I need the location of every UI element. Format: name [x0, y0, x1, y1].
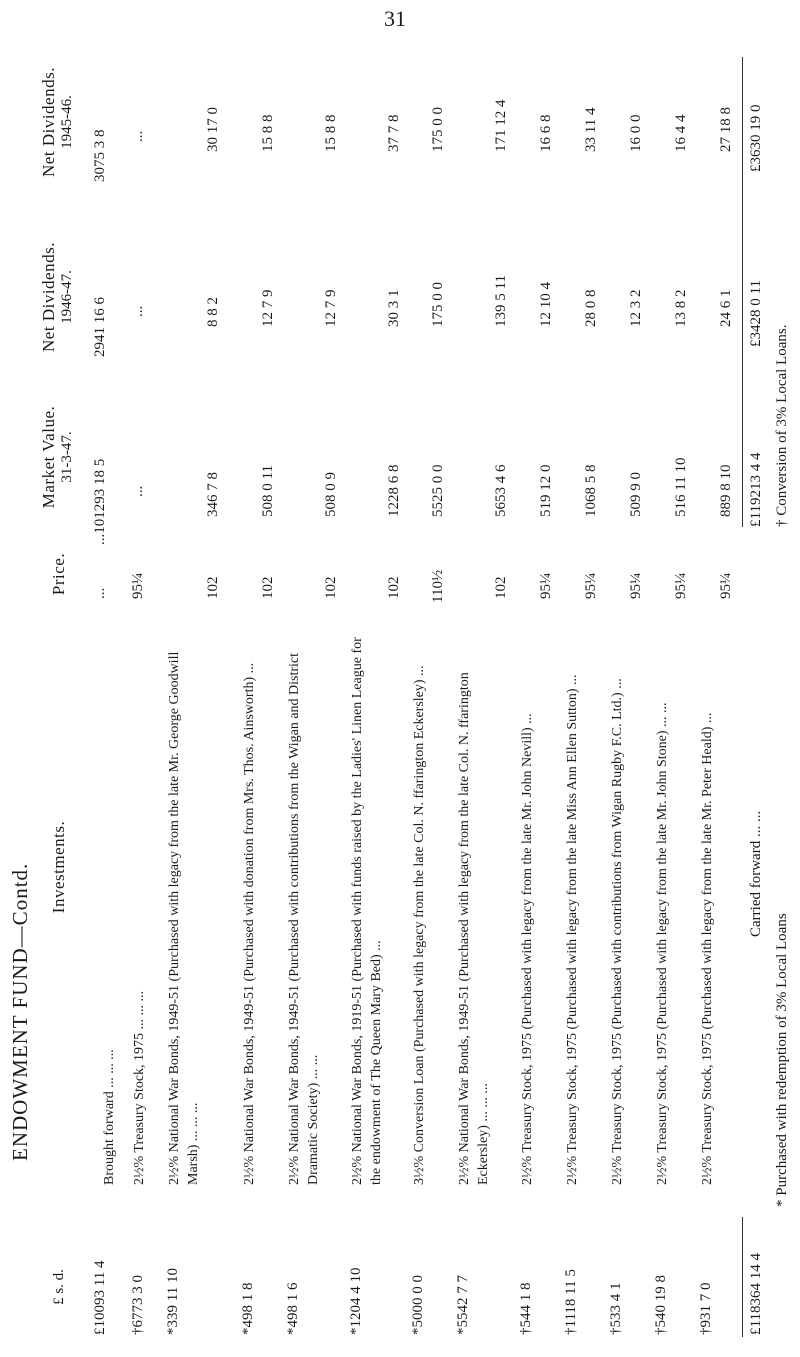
- amount-cell: *5000 0 0: [410, 1275, 426, 1335]
- header-market-value: [40, 387, 76, 527]
- market-value-cell: 346 7 8: [205, 472, 221, 517]
- table-row: [285, 0, 345, 1357]
- price-cell: ...: [92, 587, 108, 599]
- market-value-cell: 508 0 11: [260, 465, 276, 517]
- totals-row: [748, 0, 776, 1357]
- total-amount: £118364 14 4: [748, 1253, 764, 1335]
- dividend-1946-cell: 2941 16 6: [92, 297, 108, 357]
- description-cell: 2½% Treasury Stock, 1975 (Purchased with legacy from the late Mr. Peter Heald) ...: [700, 712, 715, 1185]
- description-cell: 3½% Conversion Loan (Purchased with legacy from the late Col. N. ffarington Eckersley) ...: [412, 665, 427, 1185]
- price-cell: 95¼: [673, 572, 689, 599]
- header-market-value-label: Market Value.: [39, 405, 58, 509]
- price-cell: 110½: [430, 569, 446, 603]
- description-cell: 2½% National War Bonds, 1949-51 (Purchased with contributions from the Wigan and District Dramatic Society) ... ...: [287, 652, 321, 1185]
- dividend-1946-cell: 12 10 4: [538, 282, 554, 327]
- total-market-value: £119213 4 4: [748, 452, 764, 527]
- dividend-1946-cell: 28 0 8: [583, 289, 599, 327]
- header-net-dividends-1946: [40, 227, 76, 367]
- table-row: [165, 0, 237, 1357]
- dividend-1945-cell: 37 7 8: [386, 114, 402, 152]
- header-net-dividends-1945: [40, 47, 76, 197]
- market-value-cell: 509 9 0: [628, 472, 644, 517]
- market-value-cell: 508 0 9: [323, 472, 339, 517]
- description-cell: 2½% Treasury Stock, 1975 ... ... ...: [132, 990, 147, 1185]
- dividend-1945-cell: 27 18 8: [718, 107, 734, 152]
- market-value-cell: ...: [130, 485, 146, 497]
- header-net-dividends-1945-year: 1945-46.: [59, 95, 75, 149]
- amount-cell: *1204 4 10: [348, 1267, 364, 1335]
- table-row: [240, 0, 282, 1357]
- market-value-cell: 5653 4 6: [493, 464, 509, 517]
- description-cell: 2½% Treasury Stock, 1975 (Purchased with legacy from the late Mr. John Stone) ... ...: [655, 702, 670, 1185]
- dividend-1946-cell: 139 5 11: [493, 275, 509, 327]
- market-value-cell: 1068 5 8: [583, 464, 599, 517]
- dividend-1945-cell: 171 12 4: [493, 99, 509, 152]
- header-investments: [50, 677, 69, 1057]
- table-row: [608, 0, 650, 1357]
- table-row: [518, 0, 560, 1357]
- amount-cell: £10093 11 4: [92, 1260, 108, 1335]
- amount-cell: †931 7 0: [698, 1282, 714, 1335]
- page-number: 31: [384, 6, 406, 31]
- header-price-label: Price.: [49, 552, 68, 596]
- price-cell: 102: [386, 576, 402, 599]
- market-value-cell: ...101293 18 5: [92, 458, 108, 545]
- footnote-dagger: † Conversion of 3% Local Loans.: [774, 324, 790, 527]
- market-value-cell: 516 11 10: [673, 457, 689, 517]
- description-cell: Brought forward ... ... ...: [102, 1049, 117, 1185]
- amount-cell: *498 1 8: [240, 1282, 256, 1335]
- dividend-1946-cell: 12 7 9: [260, 289, 276, 327]
- description-cell: 2½% National War Bonds, 1949-51 (Purchased with legacy from the late Mr. George Goodwill Marsh) ... ... ...: [167, 651, 201, 1185]
- dividend-1945-cell: 30 17 0: [205, 107, 221, 152]
- description-cell: 2½% National War Bonds, 1919-51 (Purchased with funds raised by the Ladies' Linen League for the endowment of The Queen Mary Bed) ...: [350, 637, 384, 1185]
- dividend-1945-cell: 16 4 4: [673, 114, 689, 152]
- running-title: ENDOWMENT FUND—Contd.: [8, 862, 32, 1161]
- table-row: [563, 0, 605, 1357]
- dividend-1946-cell: 24 6 1: [718, 289, 734, 327]
- total-rule-amount: [742, 1217, 743, 1337]
- dividend-1945-cell: 16 0 0: [628, 114, 644, 152]
- dividend-1945-cell: 3075 3 8: [92, 129, 108, 182]
- description-cell: 2½% Treasury Stock, 1975 (Purchased with legacy from the late Mr. John Nevill) ...: [520, 713, 535, 1185]
- amount-cell: †544 1 8: [518, 1282, 534, 1335]
- dividend-1945-cell: ...: [130, 130, 146, 142]
- header-net-dividends-1946-label: Net Dividends.: [39, 242, 58, 352]
- amount-cell: *339 11 10: [165, 1268, 181, 1335]
- price-cell: 102: [260, 576, 276, 599]
- description-cell: 2½% National War Bonds, 1949-51 (Purchased with donation from Mrs. Thos. Ainsworth) ...: [242, 662, 257, 1185]
- total-rule-values: [742, 57, 743, 527]
- table-row: [653, 0, 695, 1357]
- amount-cell: †533 4 1: [608, 1282, 624, 1335]
- dividend-1946-cell: 13 8 2: [673, 289, 689, 327]
- table-row: [348, 0, 408, 1357]
- price-cell: 95¼: [583, 572, 599, 599]
- dividend-1946-cell: 12 3 2: [628, 289, 644, 327]
- dividend-1945-cell: 15 8 8: [260, 114, 276, 152]
- dividend-1946-cell: 175 0 0: [430, 282, 446, 327]
- market-value-cell: 519 12 0: [538, 464, 554, 517]
- dividend-1946-cell: 12 7 9: [323, 289, 339, 327]
- description-cell: 2½% National War Bonds, 1949-51 (Purchased with legacy from the late Col. N. ffarington Eckersley) ... ... ...: [457, 672, 491, 1185]
- dividend-1946-cell: 30 3 1: [386, 289, 402, 327]
- dividend-1945-cell: 33 11 4: [583, 107, 599, 152]
- amount-cell: *5542 7 7: [455, 1275, 471, 1335]
- price-cell: 102: [205, 576, 221, 599]
- amount-cell: †1118 11 5: [563, 1269, 579, 1335]
- total-dividends-1946: £3428 0 11: [748, 280, 764, 347]
- total-dividends-1945: £3630 19 0: [748, 104, 764, 172]
- amount-cell: *498 1 6: [285, 1282, 301, 1335]
- table-row: [92, 0, 132, 1357]
- price-cell: 102: [493, 576, 509, 599]
- header-net-dividends-1946-year: 1946-47.: [59, 270, 75, 324]
- market-value-cell: 1228 6 8: [386, 464, 402, 517]
- market-value-cell: 5525 0 0: [430, 464, 446, 517]
- dividend-1945-cell: 175 0 0: [430, 107, 446, 152]
- price-cell: 95¼: [130, 572, 146, 599]
- dividend-1946-cell: 8 8 2: [205, 297, 221, 327]
- dividend-1946-cell: ...: [130, 305, 146, 317]
- price-cell: 95¼: [538, 572, 554, 599]
- price-cell: 102: [323, 576, 339, 599]
- table-row: [130, 0, 170, 1357]
- table-row: [698, 0, 740, 1357]
- dividend-1945-cell: 15 8 8: [323, 114, 339, 152]
- dividend-1945-cell: 16 6 8: [538, 114, 554, 152]
- amount-cell: †540 19 8: [653, 1275, 669, 1335]
- amount-cell: †6773 3 0: [130, 1275, 146, 1335]
- table-row: [410, 0, 452, 1357]
- header-market-value-date: 31-3-47.: [59, 431, 75, 483]
- price-cell: 95¼: [718, 572, 734, 599]
- header-net-dividends-1945-label: Net Dividends.: [39, 67, 58, 177]
- table-row: [455, 0, 515, 1357]
- footnote-star: * Purchased with redemption of 3% Local Loans: [774, 913, 790, 1207]
- header-amount-units: £ s. d.: [51, 1269, 67, 1305]
- header-investments-label: Investments.: [49, 820, 68, 914]
- header-price: [50, 539, 69, 609]
- market-value-cell: 889 8 10: [718, 464, 734, 517]
- description-cell: 2½% Treasury Stock, 1975 (Purchased with contributions from Wigan Rugby F.C. Ltd.) ...: [610, 678, 625, 1185]
- carried-forward-label: Carried forward ... ...: [748, 810, 764, 937]
- price-cell: 95¼: [628, 572, 644, 599]
- description-cell: 2½% Treasury Stock, 1975 (Purchased with legacy from the late Miss Ann Ellen Sutton) ...: [565, 674, 580, 1185]
